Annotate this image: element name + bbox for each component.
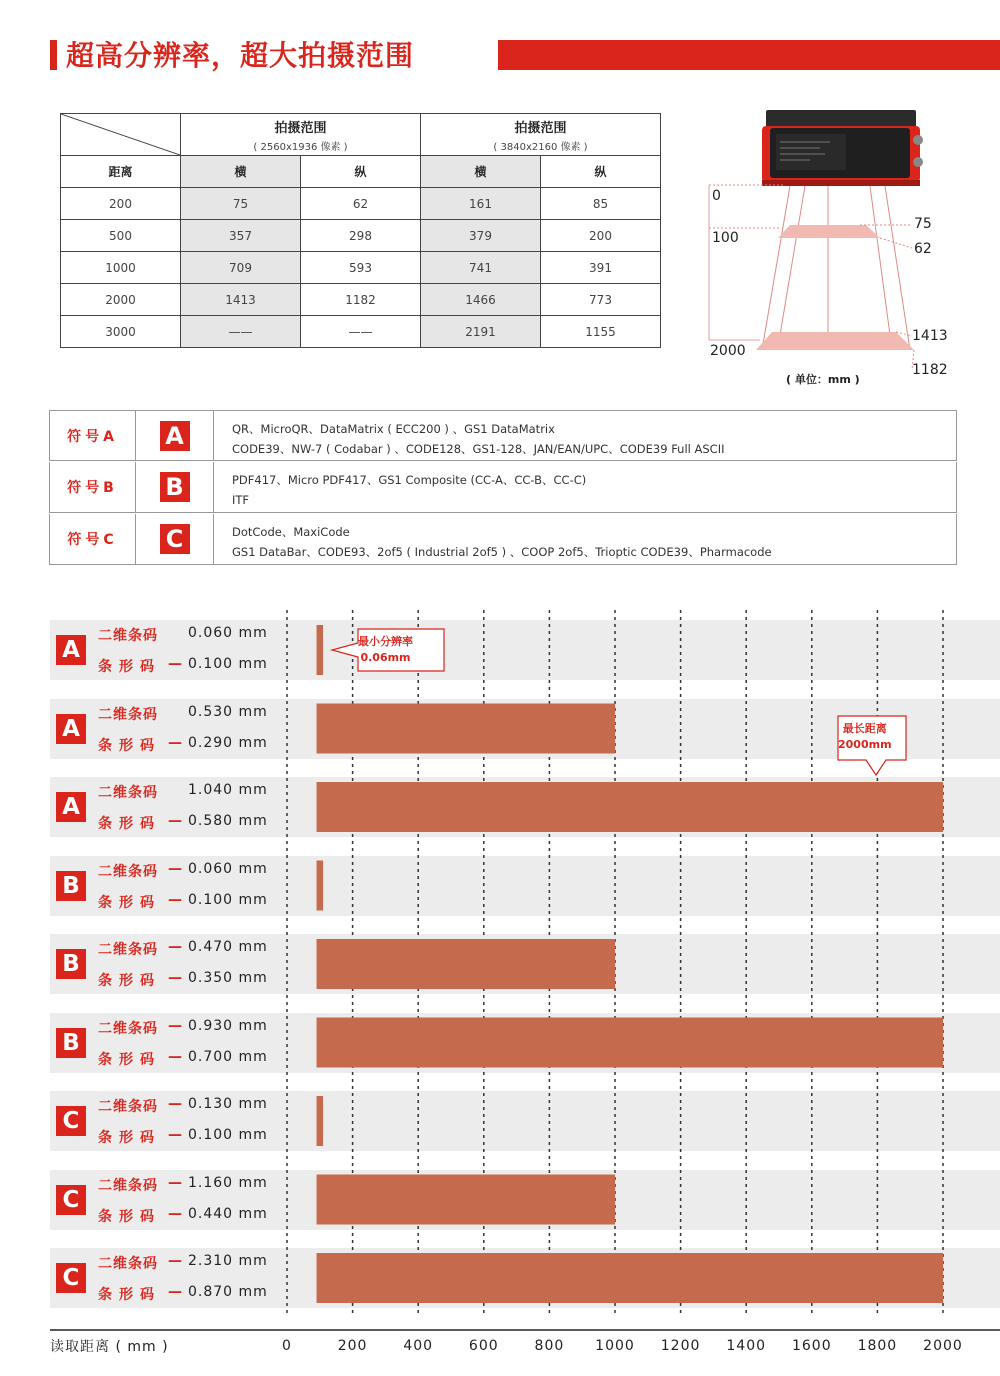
height-label: 1182 <box>912 362 948 378</box>
label-2d-code: 二维条码 <box>98 942 158 958</box>
distance-label: 2000 <box>710 343 746 359</box>
value-2d: 2.310 mm <box>188 1253 268 1269</box>
dash-mark: — <box>168 734 182 751</box>
range-bar <box>317 1175 615 1225</box>
x-tick-label: 0 <box>282 1338 292 1354</box>
symbol-c-icon: C <box>160 524 190 554</box>
group1-header: 拍摄范围 ( 2560x1936 像素 ) <box>181 114 421 156</box>
range-bar <box>317 1096 324 1146</box>
col-h-header: 横 <box>181 156 301 188</box>
table-cell: 75 <box>181 188 301 220</box>
table-cell: 709 <box>181 252 301 284</box>
width-label: 1413 <box>912 328 948 344</box>
callout-line: 0.06mm <box>360 651 411 664</box>
symbol-badge-icon: C <box>56 1185 86 1215</box>
dash-mark: — <box>168 813 182 829</box>
symbol-codes-line: CODE39、NW-7 ( Codabar ) 、CODE128、GS1-128、JAN/EAN/UPC、CODE39 Full ASCII <box>232 442 725 456</box>
range-bar <box>317 1018 943 1068</box>
col-v-header: 纵 <box>301 156 421 188</box>
table-cell: 200 <box>541 220 661 252</box>
dash-mark: — <box>168 656 182 672</box>
col-v-header: 纵 <box>541 156 661 188</box>
x-tick-label: 600 <box>468 1338 499 1354</box>
value-1d: 0.700 mm <box>188 1048 268 1065</box>
range-bar <box>317 625 324 675</box>
page-title: 超高分辨率，超大拍摄范围 <box>66 39 415 72</box>
value-1d: 0.440 mm <box>188 1205 268 1222</box>
range-bar <box>317 704 615 754</box>
value-1d: 0.580 mm <box>188 813 268 829</box>
x-tick-label: 1000 <box>595 1338 635 1354</box>
table-cell: —— <box>181 316 301 348</box>
dash-mark: — <box>168 939 182 955</box>
label-barcode: 条形码 <box>98 737 161 754</box>
symbol-badge-icon: B <box>56 1028 86 1058</box>
x-tick-label: 2000 <box>923 1338 963 1354</box>
table-cell: 379 <box>421 220 541 252</box>
range-bar <box>317 1253 943 1303</box>
value-2d: 0.930 mm <box>188 1017 268 1034</box>
range-bar <box>317 782 943 832</box>
table-cell: 1000 <box>61 252 181 284</box>
callout-line: 最长距离 <box>842 722 887 735</box>
table-cell: 3000 <box>61 316 181 348</box>
col-distance-header: 距离 <box>61 156 181 188</box>
x-tick-label: 1800 <box>857 1338 898 1354</box>
symbol-codes-line: ITF <box>232 493 250 507</box>
label-barcode: 条形码 <box>98 973 161 989</box>
value-1d: 0.350 mm <box>188 970 268 986</box>
min-resolution-callout <box>358 634 413 666</box>
label-2d-code: 二维条码 <box>98 1020 158 1037</box>
table-cell: 85 <box>541 188 661 220</box>
dash-mark: — <box>168 1253 182 1269</box>
table-cell: 1466 <box>421 284 541 316</box>
table-cell: 773 <box>541 284 661 316</box>
symbol-badge-icon: C <box>56 1263 86 1293</box>
value-2d: 0.530 mm <box>188 703 268 720</box>
table-cell: 593 <box>301 252 421 284</box>
value-1d: 0.100 mm <box>188 1127 268 1143</box>
value-1d: 0.100 mm <box>188 891 268 908</box>
label-barcode: 条形码 <box>98 1208 161 1225</box>
col-h-header: 横 <box>421 156 541 188</box>
dash-mark: — <box>168 1048 182 1065</box>
dash-mark: — <box>168 891 182 908</box>
x-tick-label: 1600 <box>791 1338 832 1354</box>
value-2d: 0.060 mm <box>188 860 268 877</box>
max-distance-callout <box>838 721 892 753</box>
value-2d: 1.160 mm <box>188 1174 268 1191</box>
table-cell: 298 <box>301 220 421 252</box>
label-2d-code: 二维条码 <box>98 863 158 880</box>
value-2d: 0.470 mm <box>188 939 268 955</box>
x-tick-label: 1200 <box>660 1338 701 1354</box>
value-2d: 0.130 mm <box>188 1096 268 1112</box>
symbol-a-icon: A <box>160 421 190 451</box>
label-2d-code: 二维条码 <box>98 628 158 644</box>
symbol-b-icon: B <box>160 472 190 502</box>
table-cell: 1182 <box>301 284 421 316</box>
symbol-name: 符号C <box>50 514 136 564</box>
table-cell: 200 <box>61 188 181 220</box>
table-cell: 2191 <box>421 316 541 348</box>
table-cell: 62 <box>301 188 421 220</box>
dash-mark: — <box>168 1205 182 1222</box>
label-2d-code: 二维条码 <box>98 785 158 801</box>
table-cell: 1155 <box>541 316 661 348</box>
dash-mark: — <box>168 860 182 877</box>
table-cell: 741 <box>421 252 541 284</box>
value-2d: 0.060 mm <box>188 625 268 641</box>
table-cell: 500 <box>61 220 181 252</box>
value-1d: 0.100 mm <box>188 656 268 672</box>
dash-mark: — <box>168 1284 182 1300</box>
symbol-name: 符号A <box>50 411 136 460</box>
unit-label: ( 单位：mm ) <box>786 373 860 386</box>
symbol-badge-icon: A <box>56 792 86 822</box>
value-2d: 1.040 mm <box>188 782 268 798</box>
symbol-codes-line: QR、MicroQR、DataMatrix ( ECC200 ) 、GS1 DataMatrix <box>232 422 555 436</box>
group2-header: 拍摄范围 ( 3840x2160 像素 ) <box>421 114 661 156</box>
callout-line: 最小分辨率 <box>358 635 413 648</box>
height-label: 62 <box>914 241 932 257</box>
label-barcode: 条形码 <box>98 894 161 911</box>
symbol-badge-icon: B <box>56 871 86 901</box>
distance-label: 100 <box>712 230 739 246</box>
symbol-badge-icon: B <box>56 949 86 979</box>
symbol-name: 符号B <box>50 462 136 512</box>
table-cell: 161 <box>421 188 541 220</box>
label-barcode: 条形码 <box>98 816 161 832</box>
distance-label: 0 <box>712 188 721 204</box>
label-2d-code: 二维条码 <box>98 706 158 723</box>
symbol-badge-icon: C <box>56 1106 86 1136</box>
table-cell: 391 <box>541 252 661 284</box>
dash-mark: — <box>168 970 182 986</box>
dash-mark: — <box>168 1174 182 1191</box>
table-cell: —— <box>301 316 421 348</box>
label-2d-code: 二维条码 <box>98 1099 158 1115</box>
table-cell: 2000 <box>61 284 181 316</box>
dash-mark: — <box>168 1127 182 1143</box>
value-1d: 0.290 mm <box>188 734 268 751</box>
callout-line: 2000mm <box>838 738 892 751</box>
table-cell: 1413 <box>181 284 301 316</box>
x-tick-label: 200 <box>337 1338 368 1354</box>
x-axis-title: 读取距离 ( mm ) <box>50 1339 169 1355</box>
table-cell: 357 <box>181 220 301 252</box>
symbol-codes-line: GS1 DataBar、CODE93、2of5 ( Industrial 2of5 ) 、COOP 2of5、Trioptic CODE39、Pharmacode <box>232 545 772 559</box>
x-tick-label: 800 <box>534 1338 565 1354</box>
value-1d: 0.870 mm <box>188 1284 268 1300</box>
symbol-badge-icon: A <box>56 635 86 665</box>
label-barcode: 条形码 <box>98 1051 161 1068</box>
symbol-badge-icon: A <box>56 714 86 744</box>
label-barcode: 条形码 <box>98 659 161 675</box>
symbol-codes-line: PDF417、Micro PDF417、GS1 Composite (CC-A、CC-B、CC-C) <box>232 473 587 487</box>
label-barcode: 条形码 <box>98 1130 161 1146</box>
x-tick-label: 1400 <box>726 1338 767 1354</box>
dash-mark: — <box>168 1017 182 1034</box>
x-tick-label: 400 <box>403 1338 434 1354</box>
label-2d-code: 二维条码 <box>98 1177 158 1194</box>
symbol-codes-line: DotCode、MaxiCode <box>232 525 350 539</box>
range-bar <box>317 939 615 989</box>
width-label: 75 <box>914 216 932 232</box>
dash-mark: — <box>168 1096 182 1112</box>
range-bar <box>317 861 324 911</box>
label-barcode: 条形码 <box>98 1287 161 1303</box>
label-2d-code: 二维条码 <box>98 1256 158 1272</box>
